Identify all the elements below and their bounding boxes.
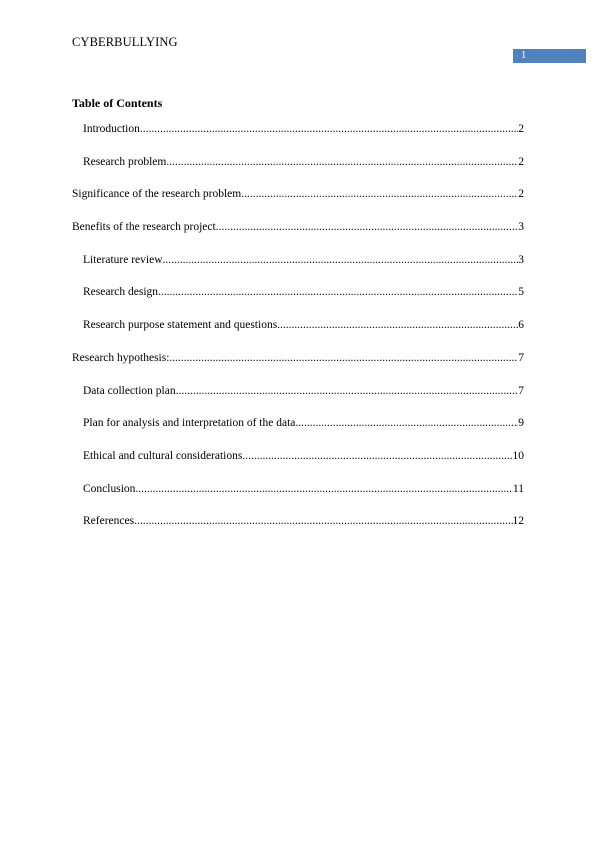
toc-dot-leader (158, 284, 518, 300)
toc-entry-data-collection-plan[interactable] (72, 383, 524, 416)
toc-entry-page: 10 (512, 449, 524, 462)
toc-entry-conclusion[interactable] (72, 481, 524, 514)
page-number-bar (513, 49, 586, 63)
toc-entry-introduction[interactable] (72, 121, 524, 154)
toc-entry-page: 2 (518, 123, 524, 135)
toc-dot-leader (140, 121, 518, 137)
toc-entry-purpose-statement[interactable] (72, 317, 524, 350)
toc-entry-text: Conclusion (83, 482, 136, 495)
toc-entry-page: 6 (518, 319, 524, 332)
toc-dot-leader (216, 219, 519, 235)
toc-dot-leader (176, 383, 519, 399)
toc-entry-research-design[interactable] (72, 284, 524, 317)
toc-entry-ethical-considerations[interactable] (72, 448, 524, 481)
toc-dot-leader (135, 481, 513, 497)
toc-dot-leader (166, 154, 518, 170)
toc-entry-text: Research hypothesis: (72, 351, 170, 364)
toc-dot-leader (242, 448, 512, 464)
toc-dot-leader (134, 513, 512, 529)
running-header-title: CYBERBULLYING (72, 35, 178, 49)
toc-entry-text: Introduction (83, 123, 140, 135)
toc-entry-page: 3 (518, 221, 524, 234)
toc-dot-leader (295, 415, 518, 431)
page-number: 1 (521, 50, 527, 61)
toc-dot-leader (277, 317, 518, 333)
toc-entry-references[interactable] (72, 513, 524, 546)
toc-entry-research-problem[interactable] (72, 154, 524, 187)
toc-entry-text: Ethical and cultural considerations (83, 449, 243, 462)
toc-entry-literature-review[interactable] (72, 252, 524, 285)
toc-entry-page: 9 (518, 417, 524, 430)
toc-entry-page: 7 (518, 384, 524, 397)
toc-entry-research-hypothesis[interactable] (72, 350, 524, 383)
toc-dot-leader (169, 350, 518, 366)
toc-entry-text: Research problem (83, 155, 167, 168)
toc-dot-leader (241, 186, 518, 202)
toc-entry-benefits[interactable] (72, 219, 524, 252)
toc-entry-page: 11 (512, 482, 524, 495)
toc-entry-significance[interactable] (72, 186, 524, 219)
toc-entry-text: Literature review (83, 253, 163, 266)
toc-entry-text: References (83, 515, 135, 528)
toc-entry-text: Research design (83, 286, 159, 299)
toc-entry-page: 7 (518, 351, 524, 364)
toc-entry-page: 5 (518, 286, 524, 299)
toc-entry-page: 12 (512, 515, 524, 528)
toc-heading: Table of Contents (72, 96, 163, 110)
toc-entry-page: 2 (518, 188, 524, 201)
toc-entry-text: Plan for analysis and interpretation of the data (83, 417, 296, 430)
table-of-contents (72, 121, 524, 546)
toc-dot-leader (163, 252, 519, 268)
toc-entry-text: Research purpose statement and questions (83, 319, 278, 332)
toc-entry-text: Significance of the research problem (72, 188, 242, 201)
toc-entry-page: 3 (518, 253, 524, 266)
toc-entry-text: Benefits of the research project (72, 221, 216, 234)
toc-entry-analysis-plan[interactable] (72, 415, 524, 448)
toc-entry-text: Data collection plan (83, 384, 176, 397)
toc-entry-page: 2 (518, 155, 524, 168)
